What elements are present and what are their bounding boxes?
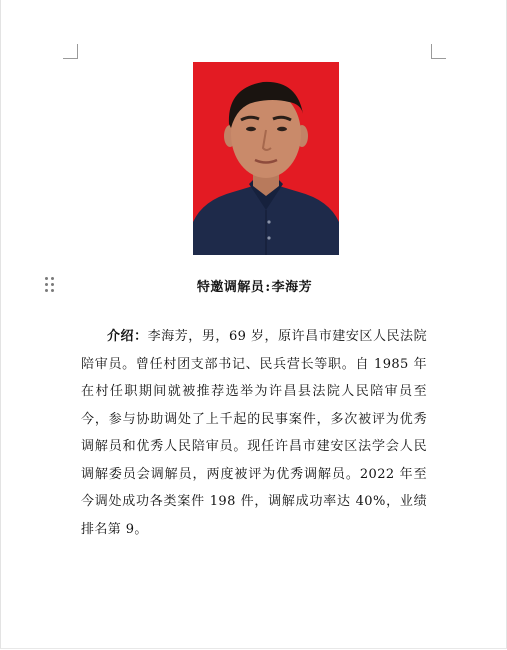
intro-label: 介绍： [107,329,148,344]
intro-body: 李海芳，男，69 岁，原许昌市建安区人民法院陪审员。曾任村团支部书记、民兵营长等职。自 1985 年在村任职期间就被推荐选举为许昌县法院人民陪审员至今，参与协助调处了上千起的民事案件，多次被评为优秀调解员和优秀人民陪审员。现任许昌市建安区法学会人民调解委员会调解员，两度被评为优秀调解员。2022 年至今调处成功各类案件 198 件，调解成功率达 40%，业绩排名第 9。 [81,329,427,537]
portrait-photo[interactable] [193,62,339,255]
crop-mark-top-left [63,44,78,59]
photo-caption [1,276,507,295]
caption-separator: : [265,280,271,295]
caption-name: 李海芳 [271,280,313,295]
crop-mark-top-right [431,44,446,59]
intro-paragraph [81,323,427,543]
caption-title: 特邀调解员 [196,280,265,295]
